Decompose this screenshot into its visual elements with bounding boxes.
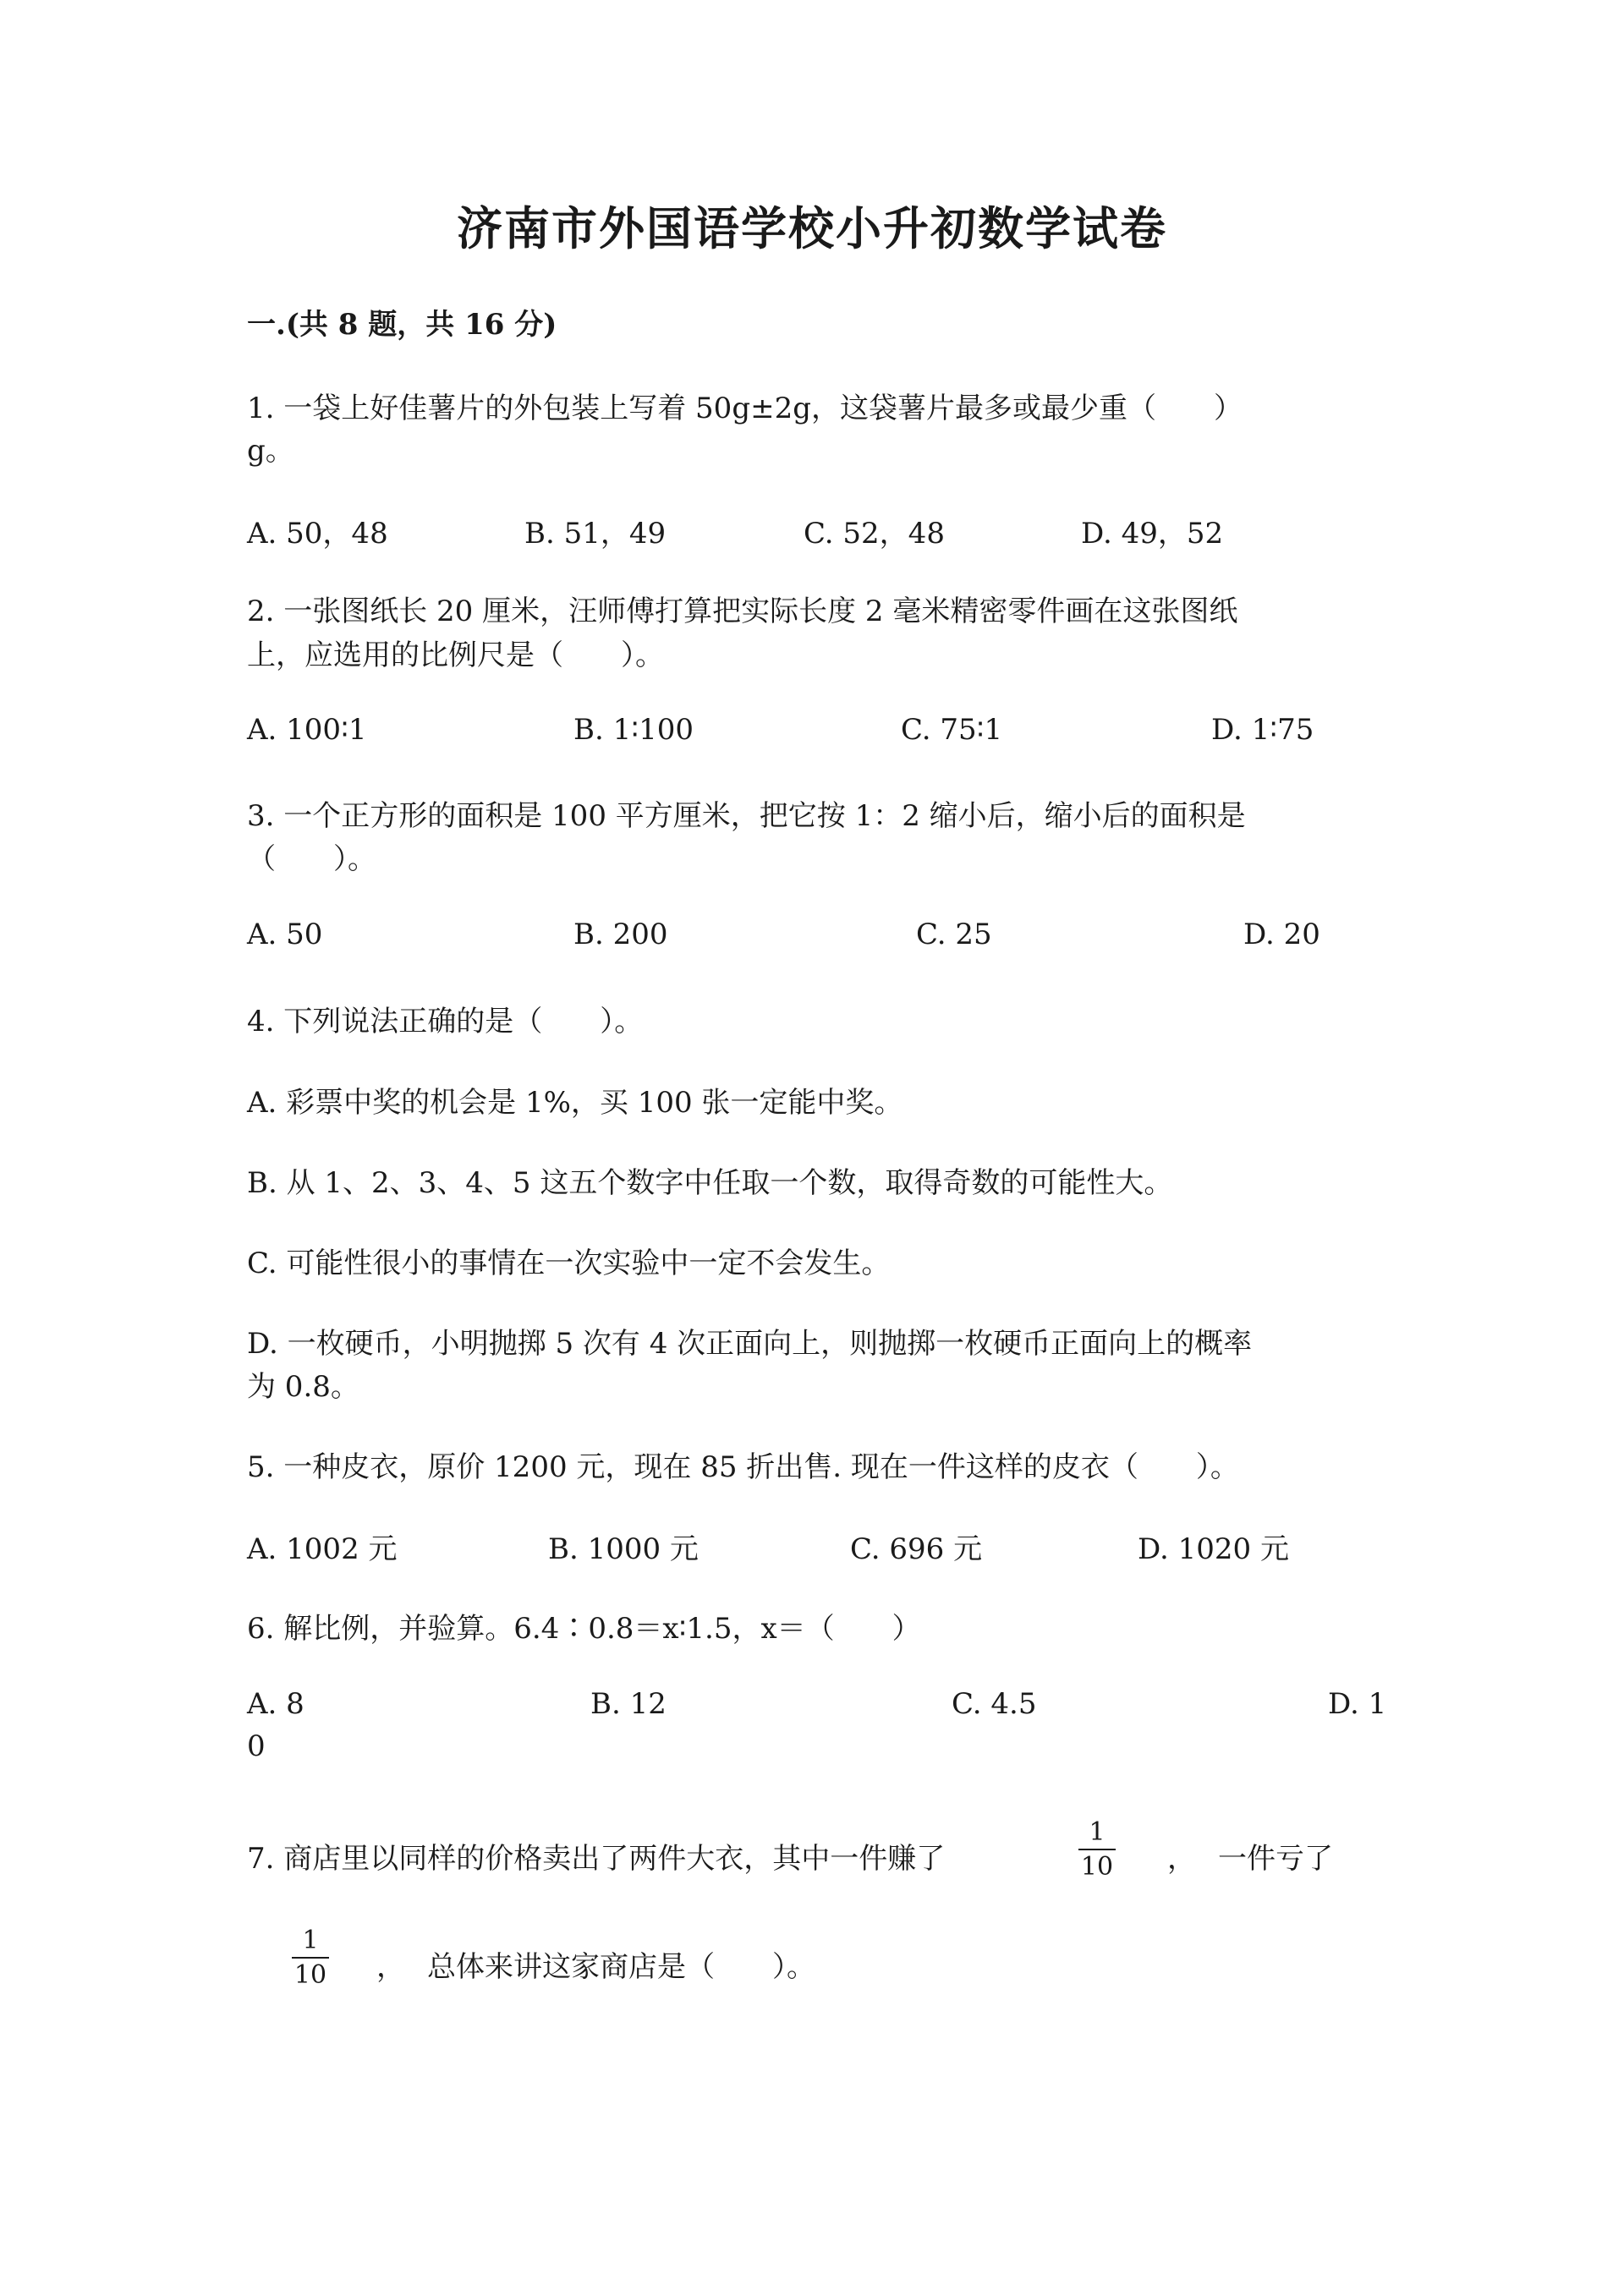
q1-option-b: B. 51，49 — [524, 517, 667, 551]
q2-line1: 2. 一张图纸长 20 厘米，汪师傅打算把实际长度 2 毫米精密零件画在这张图纸 — [247, 595, 1238, 628]
q6-option-a: A. 8 — [247, 1687, 304, 1721]
q5-stem: 5. 一种皮衣，原价 1200 元，现在 85 折出售. 现在一件这样的皮衣（ ）。 — [247, 1450, 1239, 1484]
fraction-denominator: 10 — [294, 1960, 327, 1990]
q7-text-part2: 一件亏了 — [1218, 1842, 1333, 1876]
q6-option-c: C. 4.5 — [952, 1687, 1037, 1721]
q6-option-d-wrap: 0 — [247, 1729, 266, 1763]
q6-option-d: D. 1 — [1328, 1687, 1387, 1721]
q7-text-part3: 总体来讲这家商店是（ ）。 — [427, 1950, 815, 1984]
fraction-bar — [1078, 1849, 1116, 1850]
fraction-numerator: 1 — [302, 1926, 319, 1955]
q1-option-a: A. 50，48 — [247, 517, 388, 551]
fraction-denominator: 10 — [1080, 1852, 1114, 1882]
q5-option-a: A. 1002 元 — [247, 1532, 398, 1566]
q1-line2: g。 — [247, 434, 294, 468]
exam-title: 济南市外国语学校小升初数学试卷 — [457, 201, 1167, 255]
fraction-bar — [292, 1957, 329, 1959]
q2-option-c: C. 75∶1 — [901, 713, 1003, 747]
q1-option-c: C. 52，48 — [804, 517, 945, 551]
q1-line1: 1. 一袋上好佳薯片的外包装上写着 50g±2g，这袋薯片最多或最少重（ ） — [247, 392, 1243, 425]
q3-line1: 3. 一个正方形的面积是 100 平方厘米，把它按 1：2 缩小后，缩小后的面积是 — [247, 799, 1246, 833]
q5-option-c: C. 696 元 — [850, 1532, 983, 1566]
q4-option-c: C. 可能性很小的事情在一次实验中一定不会发生。 — [247, 1247, 891, 1280]
q3-line2: （ ）。 — [247, 842, 376, 876]
q3-option-b: B. 200 — [573, 918, 668, 951]
q3-option-d: D. 20 — [1243, 918, 1320, 951]
fraction-numerator: 1 — [1089, 1817, 1106, 1847]
q3-option-c: C. 25 — [916, 918, 992, 951]
q7-text-part1: 7. 商店里以同样的价格卖出了两件大衣，其中一件赚了 — [247, 1842, 946, 1876]
q4-stem: 4. 下列说法正确的是（ ）。 — [247, 1005, 644, 1038]
q1-option-d: D. 49，52 — [1081, 517, 1224, 551]
q5-option-b: B. 1000 元 — [548, 1532, 699, 1566]
q2-line2: 上，应选用的比例尺是（ ）。 — [247, 638, 664, 672]
q2-option-b: B. 1∶100 — [573, 713, 694, 747]
section-heading: 一.(共 8 题，共 16 分) — [247, 308, 557, 342]
q7-fraction-1 — [1078, 1818, 1116, 1881]
q3-option-a: A. 50 — [247, 918, 323, 951]
q4-option-b: B. 从 1、2、3、4、5 这五个数字中任取一个数，取得奇数的可能性大。 — [247, 1166, 1173, 1200]
q7-comma-1: ， — [1167, 1842, 1196, 1876]
q4-option-d-line2: 为 0.8。 — [247, 1370, 359, 1404]
q7-comma-2: ， — [376, 1950, 405, 1984]
q6-stem: 6. 解比例，并验算。6.4∶0.8＝x∶1.5，x＝（ ） — [247, 1612, 921, 1646]
q6-option-b: B. 12 — [590, 1687, 667, 1721]
q4-option-d-line1: D. 一枚硬币，小明抛掷 5 次有 4 次正面向上，则抛掷一枚硬币正面向上的概率 — [247, 1327, 1253, 1361]
q2-option-d: D. 1∶75 — [1211, 713, 1314, 747]
q5-option-d: D. 1020 元 — [1138, 1532, 1289, 1566]
q2-option-a: A. 100∶1 — [247, 713, 367, 747]
q4-option-a: A. 彩票中奖的机会是 1%，买 100 张一定能中奖。 — [247, 1086, 903, 1120]
q7-fraction-2 — [292, 1926, 329, 1989]
